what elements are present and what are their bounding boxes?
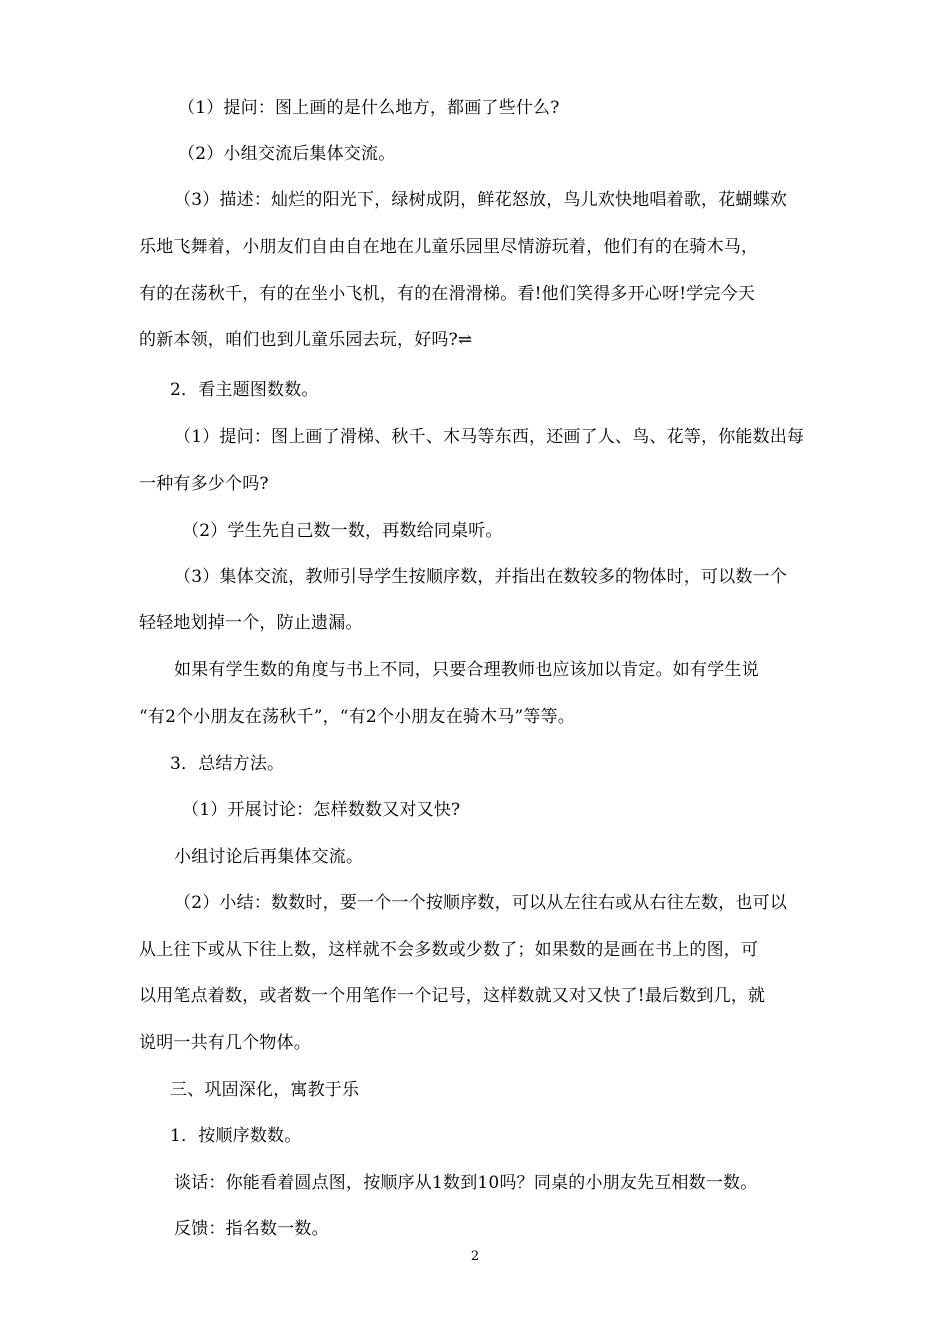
text-line: 谈话：你能看着圆点图，按顺序从1数到10吗？同桌的小朋友先互相数一数。 <box>174 1173 758 1193</box>
text-line: 如果有学生数的角度与书上不同，只要合理教师也应该加以肯定。如有学生说 <box>174 660 759 680</box>
text-line: “有2个小朋友在荡秋千”，“有2个小朋友在骑木马”等等。 <box>139 707 575 727</box>
text-line: 以用笔点着数，或者数一个用笔作一个记号，这样数就又对又快了!最后数到几，就 <box>139 986 766 1006</box>
page-number: 2 <box>470 1249 480 1264</box>
text-line: 说明一共有几个物体。 <box>139 1033 311 1053</box>
text-line: （1）提问：图上画的是什么地方，都画了些什么? <box>178 98 560 118</box>
text-line: （1）提问：图上画了滑梯、秋千、木马等东西，还画了人、鸟、花等，你能数出每 <box>174 427 805 447</box>
section-heading: 1．按顺序数数。 <box>170 1126 302 1146</box>
text-line: （3）集体交流，教师引导学生按顺序数，并指出在数较多的物体时，可以数一个 <box>174 567 788 587</box>
text-line: 小组讨论后再集体交流。 <box>174 847 364 867</box>
text-line: 从上往下或从下往上数，这样就不会多数或少数了；如果数的是画在书上的图，可 <box>139 940 759 960</box>
section-heading: 3．总结方法。 <box>170 754 285 774</box>
text-line: （2）小组交流后集体交流。 <box>178 144 396 164</box>
text-line: 一种有多少个吗? <box>139 474 269 494</box>
section-heading: 三、巩固深化，寓教于乐 <box>170 1080 360 1100</box>
text-line: （2）学生先自己数一数，再数给同桌听。 <box>182 521 503 541</box>
text-line: （3）描述：灿烂的阳光下，绿树成阴，鲜花怒放，鸟儿欢快地唱着歌，花蝴蝶欢 <box>174 190 788 210</box>
text-line: 轻轻地划掉一个，防止遗漏。 <box>139 613 363 633</box>
text-line: 有的在荡秋千，有的在坐小飞机，有的在滑滑梯。看!他们笑得多开心呀!学完今天 <box>139 284 756 304</box>
text-line: （1）开展讨论：怎样数数又对又快? <box>182 800 461 820</box>
section-heading: 2．看主题图数数。 <box>170 380 319 400</box>
text-line: 反馈：指名数一数。 <box>174 1219 329 1239</box>
text-line: 的新本领，咱们也到儿童乐园去玩，好吗?⇌ <box>139 330 473 350</box>
text-line: （2）小结：数数时，要一个一个按顺序数，可以从左往右或从右往左数，也可以 <box>174 893 788 913</box>
text-line: 乐地飞舞着，小朋友们自由自在地在儿童乐园里尽情游玩着，他们有的在骑木马， <box>139 237 759 257</box>
